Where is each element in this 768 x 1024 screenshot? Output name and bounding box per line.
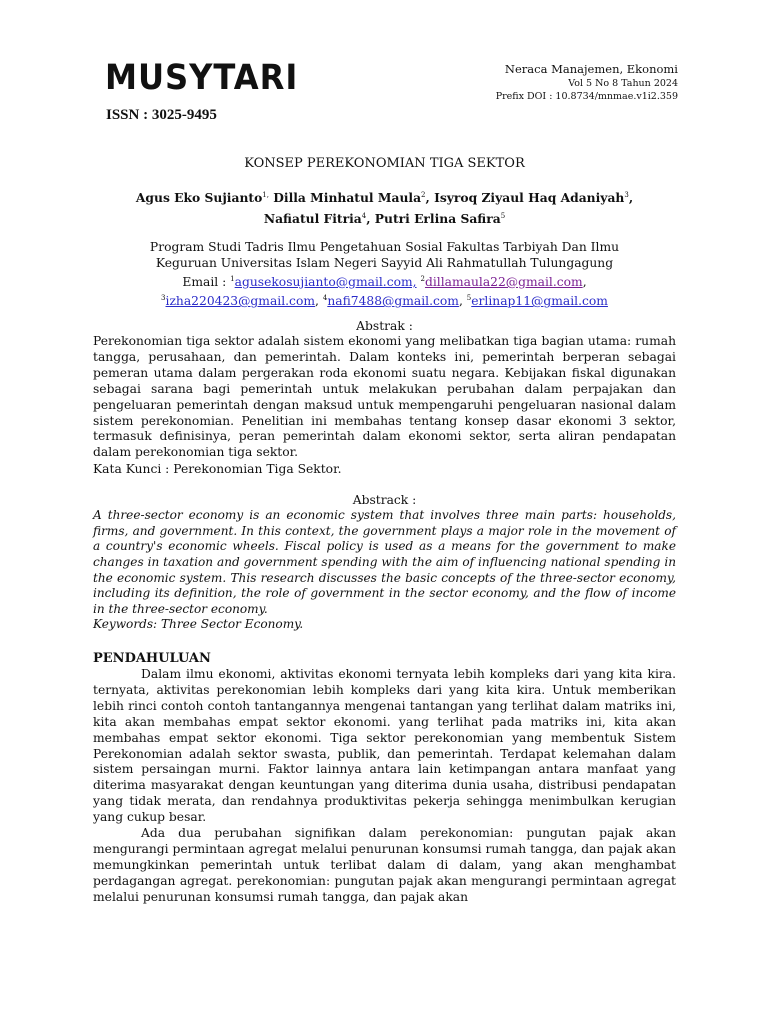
affiliation-line: Program Studi Tadris Ilmu Pengetahuan Sosial Fakultas Tarbiyah Dan Ilmu xyxy=(149,240,620,254)
abstract-en-label: Abstrack : xyxy=(352,493,417,508)
email-link[interactable]: erlinap11@gmail.com xyxy=(471,294,608,308)
author-name: Nafiatul Fitria xyxy=(263,211,362,226)
journal-meta xyxy=(496,61,678,103)
email-link[interactable]: agusekosujianto@gmail.com, xyxy=(234,275,417,289)
journal-logo: MUSYTARI xyxy=(105,58,299,98)
author-name: Dilla Minhatul Maula xyxy=(273,190,422,205)
paragraph: Dalam ilmu ekonomi, aktivitas ekonomi ternyata lebih kompleks dari yang kita kira. ternyata, aktivitas perekonomian lebih kompleks dari yang kita kira. Untuk memberikan lebih rinci contoh contoh tantangannya mengenai tantangan yang terlihat dalam matriks ini, kita akan membahas empat sektor ekonomi. yang terlihat pada matriks ini, kita akan membahas empat sektor ekonomi. Tiga sektor perekonomian yang membentuk Sistem Perekonomian adalah sektor swasta, publik, dan pemerintah. Terdapat kelemahan dalam sistem persaingan murni. Faktor lainnya antara lain ketimpangan antara manfaat yang diterima masyarakat dengan keuntungan yang diterima dunia usaha, distribusi pendapatan yang tidak merata, dan rendahnya produktivitas pekerja sehingga menimbulkan kerugian yang cukup besar. xyxy=(93,667,676,825)
issn-label: ISSN : 3025-9495 xyxy=(106,107,217,123)
abstract-id-label: Abstrak : xyxy=(356,319,413,333)
abstract-id-body: Perekonomian tiga sektor adalah sistem ekonomi yang melibatkan tiga bagian utama: rumah tangga, perusahaan, dan pemerintah. Dalam konteks ini, pemerintah berperan sebagai pemeran utama dalam pergerakan roda ekonomi suatu negara. Kebijakan fiskal digunakan sebagai sarana bagi pemerintah untuk melakukan perubahan dalam perpajakan dan pengeluaran pemerintah dengan maksud untuk mempengaruhi pengeluaran nasional dalam sistem perekonomian. Penelitian ini membahas tentang konsep dasar ekonomi 3 sektor, termasuk definisinya, peran pemerintah dalam ekonomi sektor, serta aliran pendapatan dalam perekonomian tiga sektor. xyxy=(93,334,676,460)
email-label: Email : xyxy=(182,275,231,289)
paragraph: Ada dua perubahan signifikan dalam perekonomian: pungutan pajak akan mengurangi permintaan agregat melalui penurunan konsumsi rumah tangga, dan pajak akan memungkinkan pemerintah untuk terlibat dalam di dalam, yang akan menghambat perdagangan agregat. perekonomian: pungutan pajak akan mengurangi permintaan agregat melalui penurunan konsumsi rumah tangga, dan pajak akan xyxy=(93,826,676,904)
email-line: $^3$izha220423@gmail.com, $^4$nafi7488@gmail.com, $^5$erlinap11@gmail.com xyxy=(161,294,608,308)
journal-doi-prefix: Prefix DOI : 10.8734/mnmae.v1i2.359 xyxy=(495,91,678,102)
paper-title: KONSEP PEREKONOMIAN TIGA SEKTOR xyxy=(244,156,525,171)
email-sup: 5 xyxy=(466,294,472,302)
author-list: Agus Eko Sujianto$^{1,}$ Dilla Minhatul Maula$^2$, Isyroq Ziyaul Haq Adaniyah$^3$, Nafiatul Fitria$^4$, Putri Erlina Safira$^5$ xyxy=(135,190,634,226)
journal-name: Neraca Manajemen, Ekonomi xyxy=(504,62,678,76)
author-sup: 2 xyxy=(421,191,426,199)
abstract-id-keywords: Kata Kunci : Perekonomian Tiga Sektor. xyxy=(93,462,342,477)
affiliation-line: Keguruan Universitas Islam Negeri Sayyid Ali Rahmatullah Tulungagung xyxy=(155,256,614,270)
affiliation xyxy=(93,239,676,309)
journal-volume: Vol 5 No 8 Tahun 2024 xyxy=(568,78,678,89)
abstract-en-body: A three-sector economy is an economic system that involves three main parts: households, firms, and government. In this context, the government plays a major role in the movement of a country's economic wheels. Fiscal policy is used as a means for the government to make changes in taxation and government spending with the aim of influencing national spending in the economic system. This research discusses the basic concepts of the three-sector economy, including its definition, the role of government in the sector economy, and the flow of income in the three-sector economy. xyxy=(93,508,676,616)
author-name: Isyroq Ziyaul Haq Adaniyah xyxy=(434,190,625,205)
author-sup: 5 xyxy=(500,212,506,220)
email-sup: 3 xyxy=(161,294,166,302)
author-sup: 1, xyxy=(262,191,269,199)
email-sup: 4 xyxy=(322,294,328,302)
email-sup: 2 xyxy=(420,275,425,283)
author-sup: 4 xyxy=(361,212,367,220)
email-link[interactable]: nafi7488@gmail.com xyxy=(327,294,459,308)
author-sup: 3 xyxy=(624,191,629,199)
email-line: Email : $^1$agusekosujianto@gmail.com, $^2$dillamaula22@gmail.com, xyxy=(182,275,587,289)
email-link[interactable]: dillamaula22@gmail.com xyxy=(424,275,583,289)
paper-content xyxy=(93,155,676,906)
email-link[interactable]: izha220423@gmail.com xyxy=(165,294,316,308)
section-heading-introduction: PENDAHULUAN xyxy=(93,651,211,666)
abstract-en-keywords: Keywords: Three Sector Economy. xyxy=(93,617,304,632)
author-name: Putri Erlina Safira xyxy=(374,211,501,226)
email-sup: 1 xyxy=(230,275,235,283)
author-name: Agus Eko Sujianto xyxy=(135,190,263,205)
